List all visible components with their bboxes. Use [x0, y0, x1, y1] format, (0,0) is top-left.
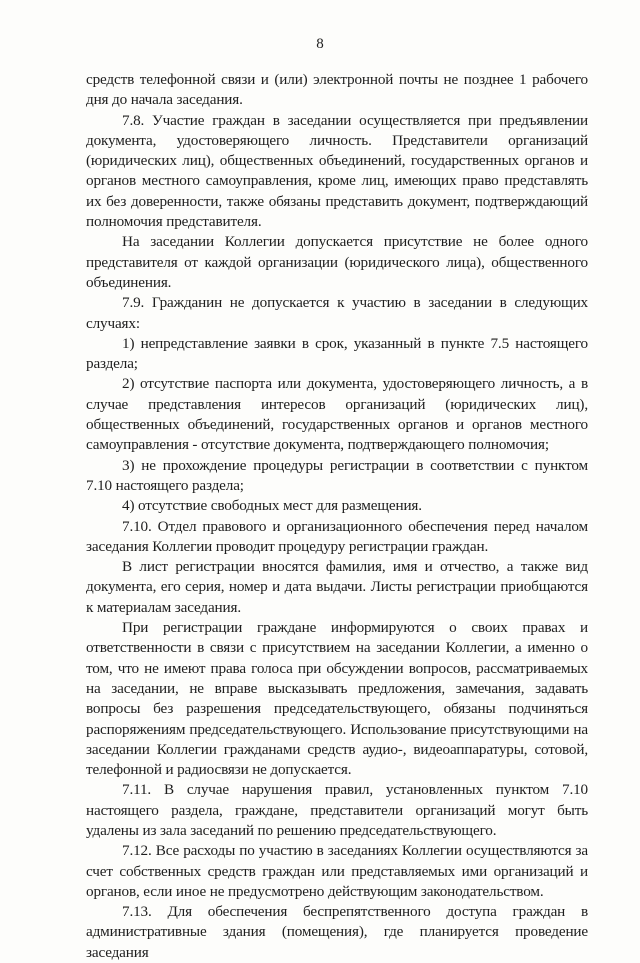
paragraph: 7.8. Участие граждан в заседании осуществляется при предъявлении документа, удостоверяющего личность. Представители организаций (юридических лиц), общественных объединений, государственных органов и органов местного самоуправления, кроме лиц, имеющих право представлять их без доверенности, также обязаны представить документ, подтверждающий полномочия представителя. — [86, 111, 588, 231]
paragraph: 4) отсутствие свободных мест для размещения. — [122, 497, 422, 515]
paragraph: 7.10. Отдел правового и организационного обеспечения перед началом заседания Коллегии проводит процедуру регистрации граждан. — [86, 517, 588, 555]
paragraph: При регистрации граждане информируются о своих правах и ответственности в связи с присутствием на заседании Коллегии, а именно о том, что не имеют права голоса при обсуждении вопросов, рассматриваемых на заседании, не вправе высказывать предложения, замечания, задавать вопросы без разрешения председательствующего, обязаны подчиняться распоряжениям председательствующего. Использование присутствующими на заседании Коллегии гражданами средств аудио-, видеоаппаратуры, сотовой, телефонной и радиосвязи не допускается. — [86, 619, 588, 779]
paragraph: 1) непредставление заявки в срок, указанный в пункте 7.5 настоящего раздела; — [86, 334, 588, 373]
page-number: 8 — [316, 36, 324, 52]
paragraph: В лист регистрации вносятся фамилия, имя и отчество, а также вид документа, его серия, номер и дата выдачи. Листы регистрации приобщаются к материалам заседания. — [86, 558, 588, 616]
paragraph: 7.11. В случае нарушения правил, установленных пунктом 7.10 настоящего раздела, граждане, представители организаций могут быть удалены из зала заседаний по решению председательствующего. — [86, 781, 588, 839]
paragraph: средств телефонной связи и (или) электронной почты не позднее 1 рабочего дня до начала заседания. — [86, 71, 588, 109]
paragraph: 2) отсутствие паспорта или документа, удостоверяющего личность, а в случае представления интересов организаций (юридических лиц), общественных объединений, государственных органов и органов местного самоуправления - отсутствие документа, подтверждающего полномочия; — [86, 375, 588, 454]
paragraph: 3) не прохождение процедуры регистрации в соответствии с пунктом 7.10 настоящего раздела; — [86, 456, 588, 494]
paragraph: 7.9. Гражданин не допускается к участию в заседании в следующих случаях: — [86, 294, 588, 332]
paragraph: 7.13. Для обеспечения беспрепятственного доступа граждан в административные здания (помещения), где планируется проведение заседания — [86, 903, 588, 961]
document-body — [86, 70, 588, 963]
paragraph: На заседании Коллегии допускается присутствие не более одного представителя от каждой организации (юридического лица), общественного объединения. — [86, 233, 588, 291]
paragraph: 7.12. Все расходы по участию в заседаниях Коллегии осуществляются за счет собственных средств граждан или представляемых ими организаций и органов, если иное не предусмотрено действующим законодательством. — [86, 842, 588, 900]
